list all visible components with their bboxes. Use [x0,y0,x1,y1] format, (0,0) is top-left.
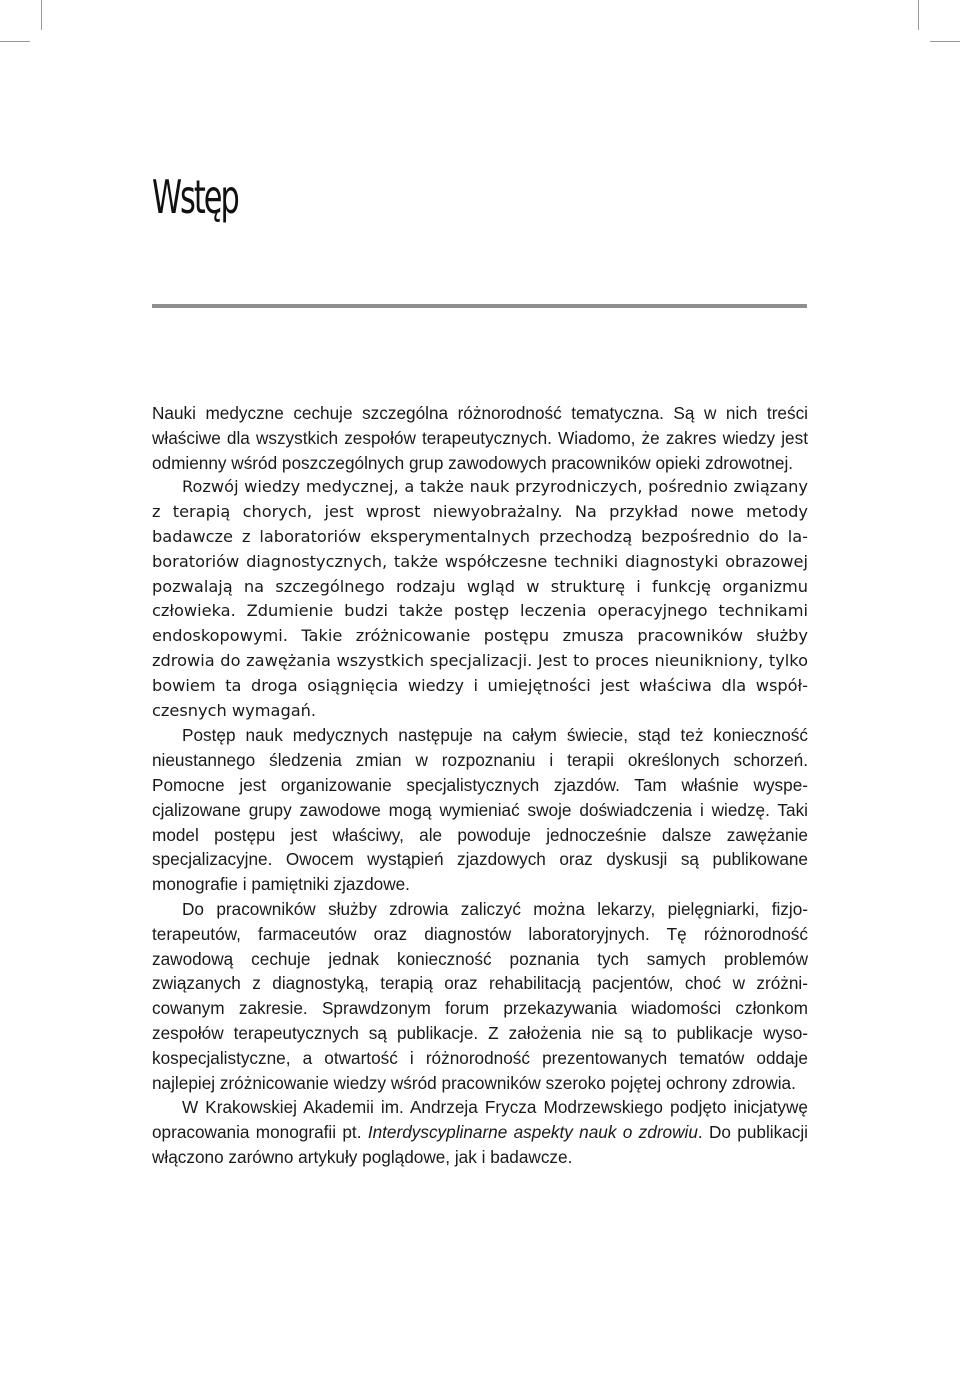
title-divider [152,304,807,308]
paragraph-5 [152,1095,808,1169]
crop-mark-top-right [918,0,919,30]
crop-mark-right [930,41,960,42]
paragraph-2: Rozwój wiedzy medycznej, a także nauk przyrodniczych, pośrednio związany z terapią chorych, jest wprost niewyobrażalny. Na przykład nowe metody badawcze z laboratoriów eksperymentalnych przechodzą bezpośrednio do laboratoriów diagnostycznych, także współczesne techniki diagnostyki obrazowej pozwalają na szczególnego rodzaju wgląd w strukturę i funkcję organizmu człowieka. Zdumienie budzi także postęp leczenia operacyjnego technikami endoskopowymi. Takie zróżnicowanie postępu zmusza pracowników służby zdrowia do zawężania wszystkich specjalizacji. Jest to proces nieunikniony, tylko bowiem ta droga osiągnięcia wiedzy i umiejętności jest właściwa dla współczesnych wymagań. [152,477,808,720]
paragraph-5-text-after: . Do publikacji włączono zarówno artykuły poglądowe, jak i badawcze. [152,1122,808,1167]
body-text [152,401,808,1170]
crop-mark-left [0,41,30,42]
monograph-title: Interdyscyplinarne aspekty nauk o zdrowiu [367,1122,698,1143]
paragraph-5-text-before: W Krakowskiej Akademii im. Andrzeja Frycza Modrzewskiego podjęto inicjatywę opracowania monografii pt. [152,1097,808,1143]
chapter-title: Wstęp [152,170,238,224]
paragraph-1: Nauki medyczne cechuje szczególna różnorodność tematyczna. Są w nich treści właściwe dla wszystkich zespołów terapeutycznych. Wiadomo, że zakres wiedzy jest odmienny wśród poszczególnych grup zawodowych pracowników opieki zdrowotnej. [152,403,808,473]
paragraph-3: Postęp nauk medycznych następuje na całym świecie, stąd też konieczność nieustannego śledzenia zmian w rozpoznaniu i terapii określonych schorzeń. Pomocne jest organizowanie specjalistycznych zjazdów. Tam właśnie wyspecjalizowane grupy zawodowe mogą wymieniać swoje doświadczenia i wiedzę. Taki model postępu jest właściwy, ale powoduje jednocześnie dalsze zawężanie specjalizacyjne. Owocem wystąpień zjazdowych oraz dyskusji są publikowane monografie i pamiętniki zjazdowe. [152,725,808,895]
paragraph-4: Do pracowników służby zdrowia zaliczyć można lekarzy, pielęgniarki, fizjoterapeutów, farmaceutów oraz diagnostów laboratoryjnych. Tę różnorodność zawodową cechuje jednak konieczność poznania tych samych problemów związanych z diagnostyką, terapią oraz rehabilitacją pacjentów, choć w zróżnicowanym zakresie. Sprawdzonym forum przekazywania wiadomości członkom zespołów terapeutycznych są publikacje. Z założenia nie są to publikacje wysokospecjalistyczne, a otwartość i różnorodność prezentowanych tematów oddaje najlepiej zróżnicowanie wiedzy wśród pracowników szeroko pojętej ochrony zdrowia. [152,898,808,1093]
crop-mark-top-left [41,0,42,30]
